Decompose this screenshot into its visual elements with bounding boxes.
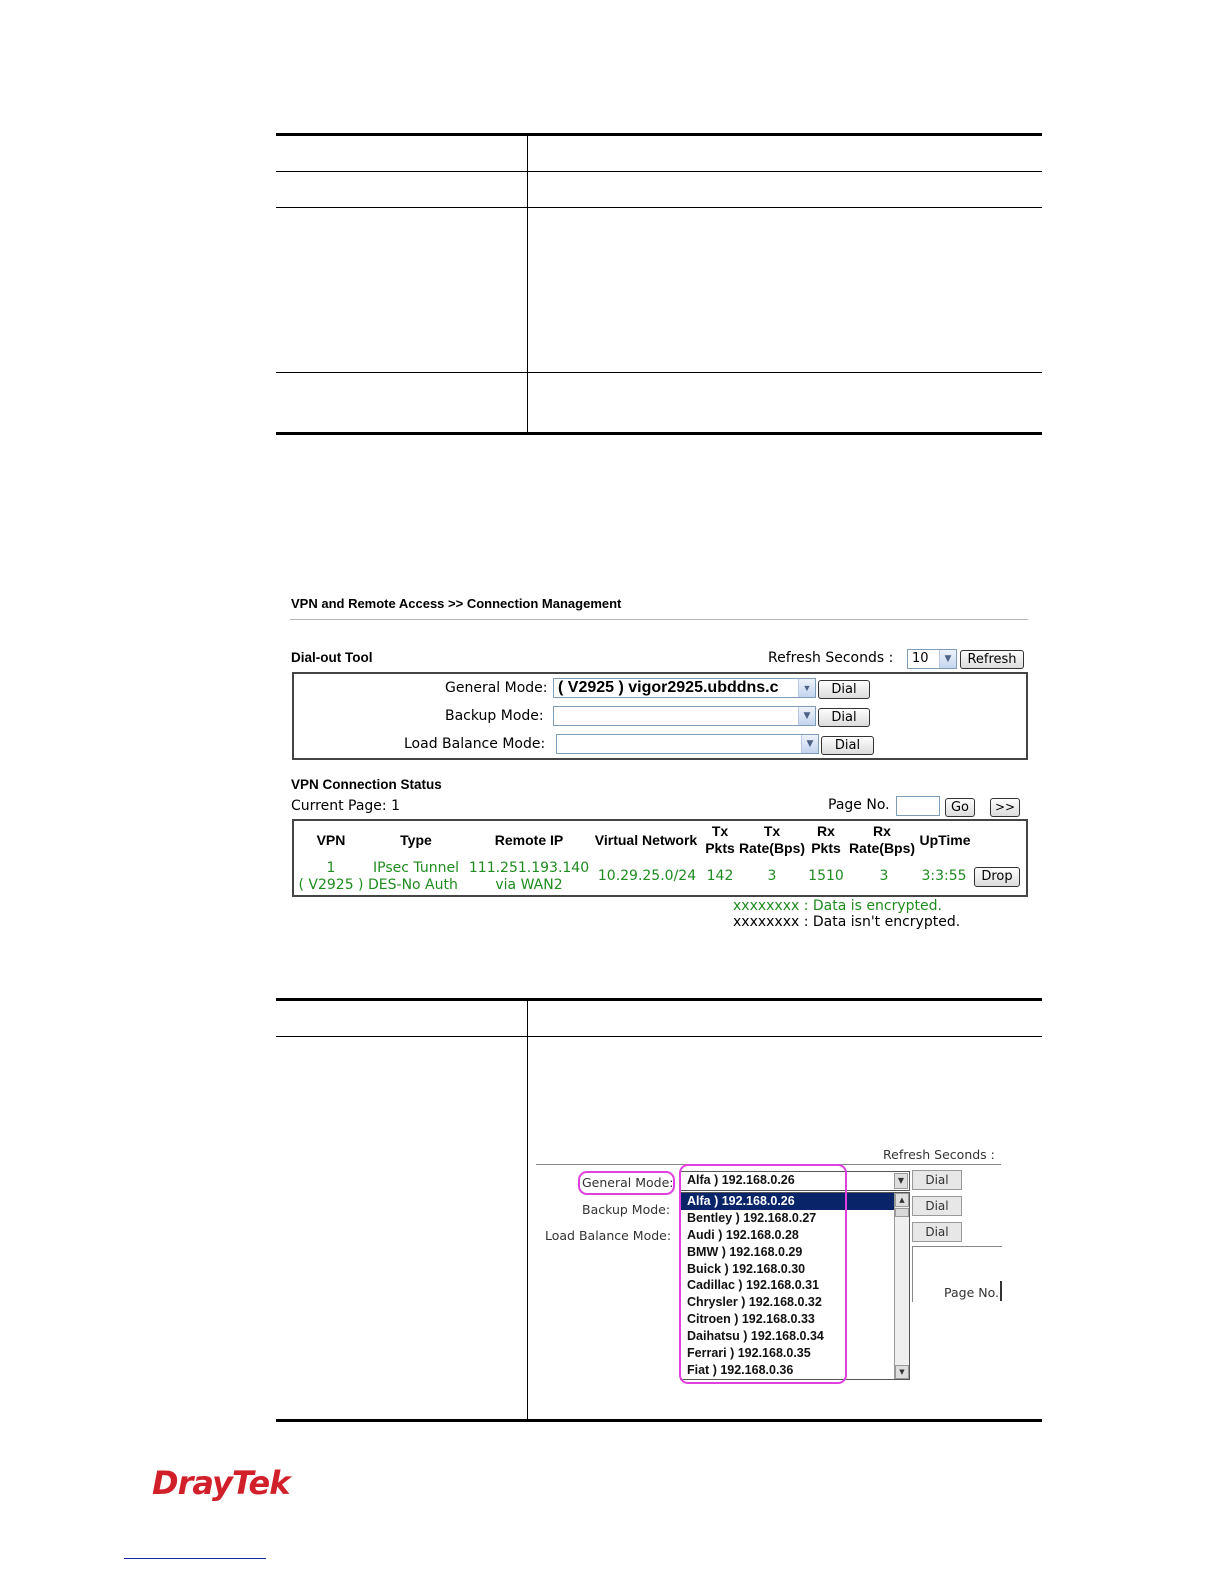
remote-ip-wan: via WAN2 xyxy=(495,877,563,893)
vpn-index: 1 xyxy=(326,860,336,876)
backup-mode-select[interactable] xyxy=(553,706,816,726)
scroll-down-icon[interactable]: ▼ xyxy=(895,1365,909,1379)
table-row-rule xyxy=(276,207,1042,208)
table-bottom-rule xyxy=(276,432,1042,435)
load-balance-mode-label: Load Balance Mode: xyxy=(545,1228,672,1243)
load-balance-dial-button[interactable]: Dial xyxy=(821,736,874,755)
page-no-label: Page No. xyxy=(944,1285,999,1300)
column-header-remote-ip: Remote IP xyxy=(494,832,564,848)
options-list-highlight xyxy=(679,1164,847,1384)
column-header-tx-rate xyxy=(738,823,806,857)
refresh-seconds-select[interactable] xyxy=(907,649,957,669)
title-divider xyxy=(290,619,1028,620)
rx-rate-line2: Rate(Bps) xyxy=(848,840,916,856)
chevron-down-icon: ▼ xyxy=(801,735,818,753)
table-row-vpn xyxy=(294,860,368,894)
scroll-up-icon[interactable]: ▲ xyxy=(895,1193,909,1207)
chevron-down-icon: ▼ xyxy=(798,707,815,725)
backup-dial-button[interactable]: Dial xyxy=(912,1196,962,1216)
vpn-status-title: VPN Connection Status xyxy=(291,777,442,792)
screenshot-mid-rule xyxy=(912,1246,1002,1247)
dropdown-option[interactable]: Bentley ) 192.168.0.27 xyxy=(687,1210,817,1225)
connection-management-screenshot xyxy=(290,594,1030,934)
table-row-type xyxy=(367,860,465,894)
general-mode-label: General Mode: xyxy=(582,1175,674,1190)
chevron-down-icon: ▼ xyxy=(939,650,956,668)
column-header-rx-pkts xyxy=(808,823,844,857)
table-column-divider xyxy=(527,1001,528,1419)
general-mode-label: General Mode: xyxy=(445,680,548,696)
refresh-seconds-label: Refresh Seconds : xyxy=(883,1147,995,1162)
general-dial-button[interactable]: Dial xyxy=(912,1170,962,1190)
table-top-rule xyxy=(276,133,1042,136)
backup-mode-label: Backup Mode: xyxy=(445,708,544,724)
backup-mode-label: Backup Mode: xyxy=(582,1202,671,1217)
dropdown-option[interactable]: Daihatsu ) 192.168.0.34 xyxy=(687,1329,824,1344)
general-mode-select[interactable] xyxy=(553,678,816,698)
dropdown-option[interactable]: Chrysler ) 192.168.0.32 xyxy=(687,1295,822,1310)
table-column-divider xyxy=(527,136,528,432)
column-header-virtual-network: Virtual Network xyxy=(594,832,698,848)
page-no-input-edge xyxy=(1000,1281,1002,1301)
scrollbar[interactable] xyxy=(894,1193,909,1379)
rx-pkts-line2: Pkts xyxy=(811,840,841,856)
table-row-virtual-network: 10.29.25.0/24 xyxy=(597,868,697,884)
column-header-uptime: UpTime xyxy=(919,832,971,848)
scroll-thumb[interactable] xyxy=(895,1208,909,1217)
table-row-tx-pkts: 142 xyxy=(706,868,734,884)
load-balance-mode-label: Load Balance Mode: xyxy=(404,736,546,752)
rx-rate-line1: Rx xyxy=(873,823,891,839)
tx-pkts-line2: Pkts xyxy=(705,840,735,856)
current-page-label: Current Page: 1 xyxy=(291,798,400,814)
remote-ip-value: 111.251.193.140 xyxy=(468,860,590,876)
dropdown-option[interactable]: Cadillac ) 192.168.0.31 xyxy=(687,1278,820,1293)
dropdown-option[interactable]: Citroen ) 192.168.0.33 xyxy=(687,1312,815,1327)
general-mode-highlight xyxy=(578,1171,675,1195)
screenshot-vertical-rule xyxy=(912,1246,913,1302)
dropdown-option[interactable]: Ferrari ) 192.168.0.35 xyxy=(687,1346,811,1361)
table-header-rule xyxy=(276,1036,1042,1037)
table-row-rule xyxy=(276,372,1042,373)
refresh-button[interactable]: Refresh xyxy=(960,650,1024,669)
table-top-rule xyxy=(276,998,1042,1001)
table-row-tx-rate: 3 xyxy=(767,868,777,884)
vpn-profile: ( V2925 ) xyxy=(298,877,364,893)
chevron-down-icon: ▼ xyxy=(798,679,815,697)
dropdown-option[interactable]: Fiat ) 192.168.0.36 xyxy=(687,1362,794,1377)
draytek-logo: DrayTek xyxy=(152,1464,290,1502)
refresh-seconds-value: 10 xyxy=(912,651,929,666)
general-mode-value: ( V2925 ) vigor2925.ubddns.c xyxy=(558,679,779,696)
tx-rate-line2: Rate(Bps) xyxy=(738,840,806,856)
load-balance-mode-select[interactable] xyxy=(556,734,819,754)
refresh-seconds-label: Refresh Seconds : xyxy=(768,650,894,666)
dropdown-option[interactable]: Audi ) 192.168.0.28 xyxy=(687,1227,799,1242)
go-button[interactable]: Go xyxy=(945,798,975,817)
breadcrumb: VPN and Remote Access >> Connection Management xyxy=(291,596,622,611)
table-row-uptime: 3:3:55 xyxy=(921,868,967,884)
backup-dial-button[interactable]: Dial xyxy=(818,708,870,727)
chevron-down-icon: ▼ xyxy=(894,1173,908,1189)
footer-link-underline xyxy=(124,1558,266,1559)
load-balance-dial-button[interactable]: Dial xyxy=(912,1222,962,1242)
page-no-input[interactable] xyxy=(896,796,940,816)
vpn-encryption: DES-No Auth xyxy=(368,877,458,893)
tx-pkts-line1: Tx xyxy=(711,823,729,839)
table-row-remote-ip xyxy=(466,860,592,894)
table-header-rule xyxy=(276,171,1042,172)
general-dial-button[interactable]: Dial xyxy=(818,680,870,699)
rx-pkts-line1: Rx xyxy=(817,823,835,839)
next-page-button[interactable]: >> xyxy=(990,798,1020,817)
column-header-type: Type xyxy=(400,832,432,848)
column-header-tx-pkts xyxy=(702,823,738,857)
dropdown-option[interactable]: BMW ) 192.168.0.29 xyxy=(687,1244,803,1259)
dropdown-option[interactable]: Alfa ) 192.168.0.26 xyxy=(681,1193,894,1210)
dialout-title: Dial-out Tool xyxy=(291,650,373,665)
column-header-rx-rate xyxy=(848,823,916,857)
page-no-label: Page No. xyxy=(828,797,890,813)
general-mode-selected: Alfa ) 192.168.0.26 xyxy=(687,1173,795,1187)
table-row-rx-pkts: 1510 xyxy=(808,868,844,884)
dropdown-option[interactable]: Buick ) 192.168.0.30 xyxy=(687,1261,806,1276)
vpn-type: IPsec Tunnel xyxy=(373,860,459,876)
top-doc-table xyxy=(276,133,1042,435)
legend-encrypted: xxxxxxxx : Data is encrypted. xyxy=(733,898,942,914)
table-row-rx-rate: 3 xyxy=(879,868,889,884)
column-header-vpn: VPN xyxy=(316,832,346,848)
table-bottom-rule xyxy=(276,1419,1042,1422)
legend-not-encrypted: xxxxxxxx : Data isn't encrypted. xyxy=(733,914,961,930)
tx-rate-line1: Tx xyxy=(763,823,781,839)
drop-button[interactable]: Drop xyxy=(974,867,1020,887)
general-mode-dropdown-example xyxy=(536,1144,1006,1389)
